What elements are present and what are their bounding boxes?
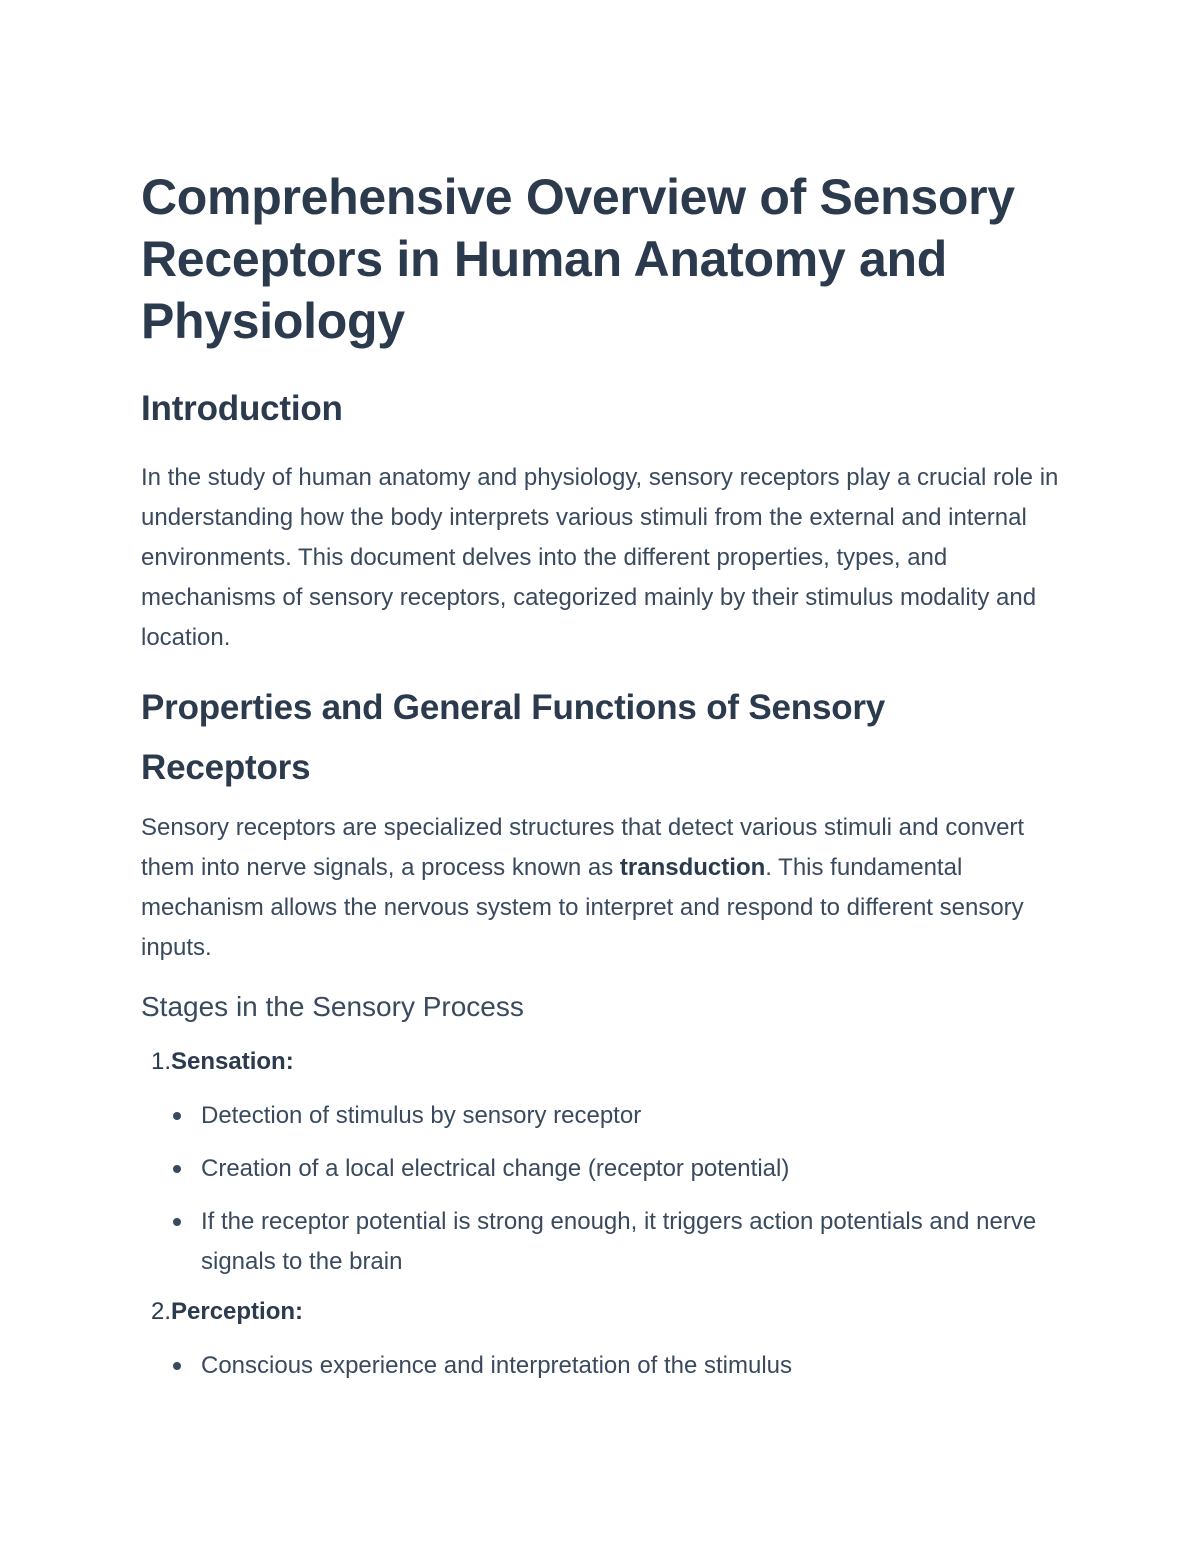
stage-title: Perception:: [171, 1298, 304, 1325]
stage-header: [141, 1294, 1061, 1330]
list-item: [173, 1096, 1061, 1136]
bullet-icon: [173, 1112, 181, 1120]
list-item-text: Detection of stimulus by sensory receptor: [201, 1102, 642, 1129]
properties-paragraph: [141, 808, 1061, 968]
stage-item-perception: [141, 1294, 1061, 1386]
stage-item-sensation: [141, 1044, 1061, 1282]
stages-list: [141, 1044, 1061, 1386]
introduction-paragraph: In the study of human anatomy and physiology, sensory receptors play a crucial role in understanding how the body interprets various stimuli from the external and internal environments. This document delves into the different properties, types, and mechanisms of sensory receptors, categorized mainly by their stimulus modality and location.: [141, 464, 1059, 651]
list-item-text: Creation of a local electrical change (receptor potential): [201, 1155, 790, 1182]
list-item-text: If the receptor potential is strong enough, it triggers action potentials and nerve signals to the brain: [201, 1208, 1037, 1275]
list-item: [173, 1149, 1061, 1189]
list-item: [173, 1202, 1061, 1282]
bullet-icon: [173, 1165, 181, 1173]
document-title: Comprehensive Overview of Sensory Receptors in Human Anatomy and Physiology: [141, 169, 1015, 349]
introduction-heading: Introduction: [141, 389, 343, 428]
transduction-term: transduction: [619, 854, 766, 881]
list-item-text: Conscious experience and interpretation of the stimulus: [201, 1352, 792, 1379]
document-page: [141, 166, 1061, 1386]
stage-number: 1.: [150, 1048, 171, 1075]
bullet-icon: [173, 1218, 181, 1226]
stages-heading: Stages in the Sensory Process: [141, 991, 524, 1022]
properties-text-before: Sensory receptors are specialized structures that detect various stimuli and convert them into nerve signals, a process known as: [141, 814, 1025, 881]
stage-points-list: [141, 1346, 1061, 1386]
stage-header: [141, 1044, 1061, 1080]
list-item: [173, 1346, 1061, 1386]
bullet-icon: [173, 1362, 181, 1370]
properties-heading: Properties and General Functions of Sensory Receptors: [141, 688, 886, 787]
stage-number: 2.: [150, 1298, 171, 1325]
stage-points-list: [141, 1096, 1061, 1282]
properties-text-after: . This fundamental mechanism allows the nervous system to interpret and respond to different sensory inputs.: [141, 854, 1024, 961]
stage-title: Sensation:: [171, 1048, 294, 1075]
